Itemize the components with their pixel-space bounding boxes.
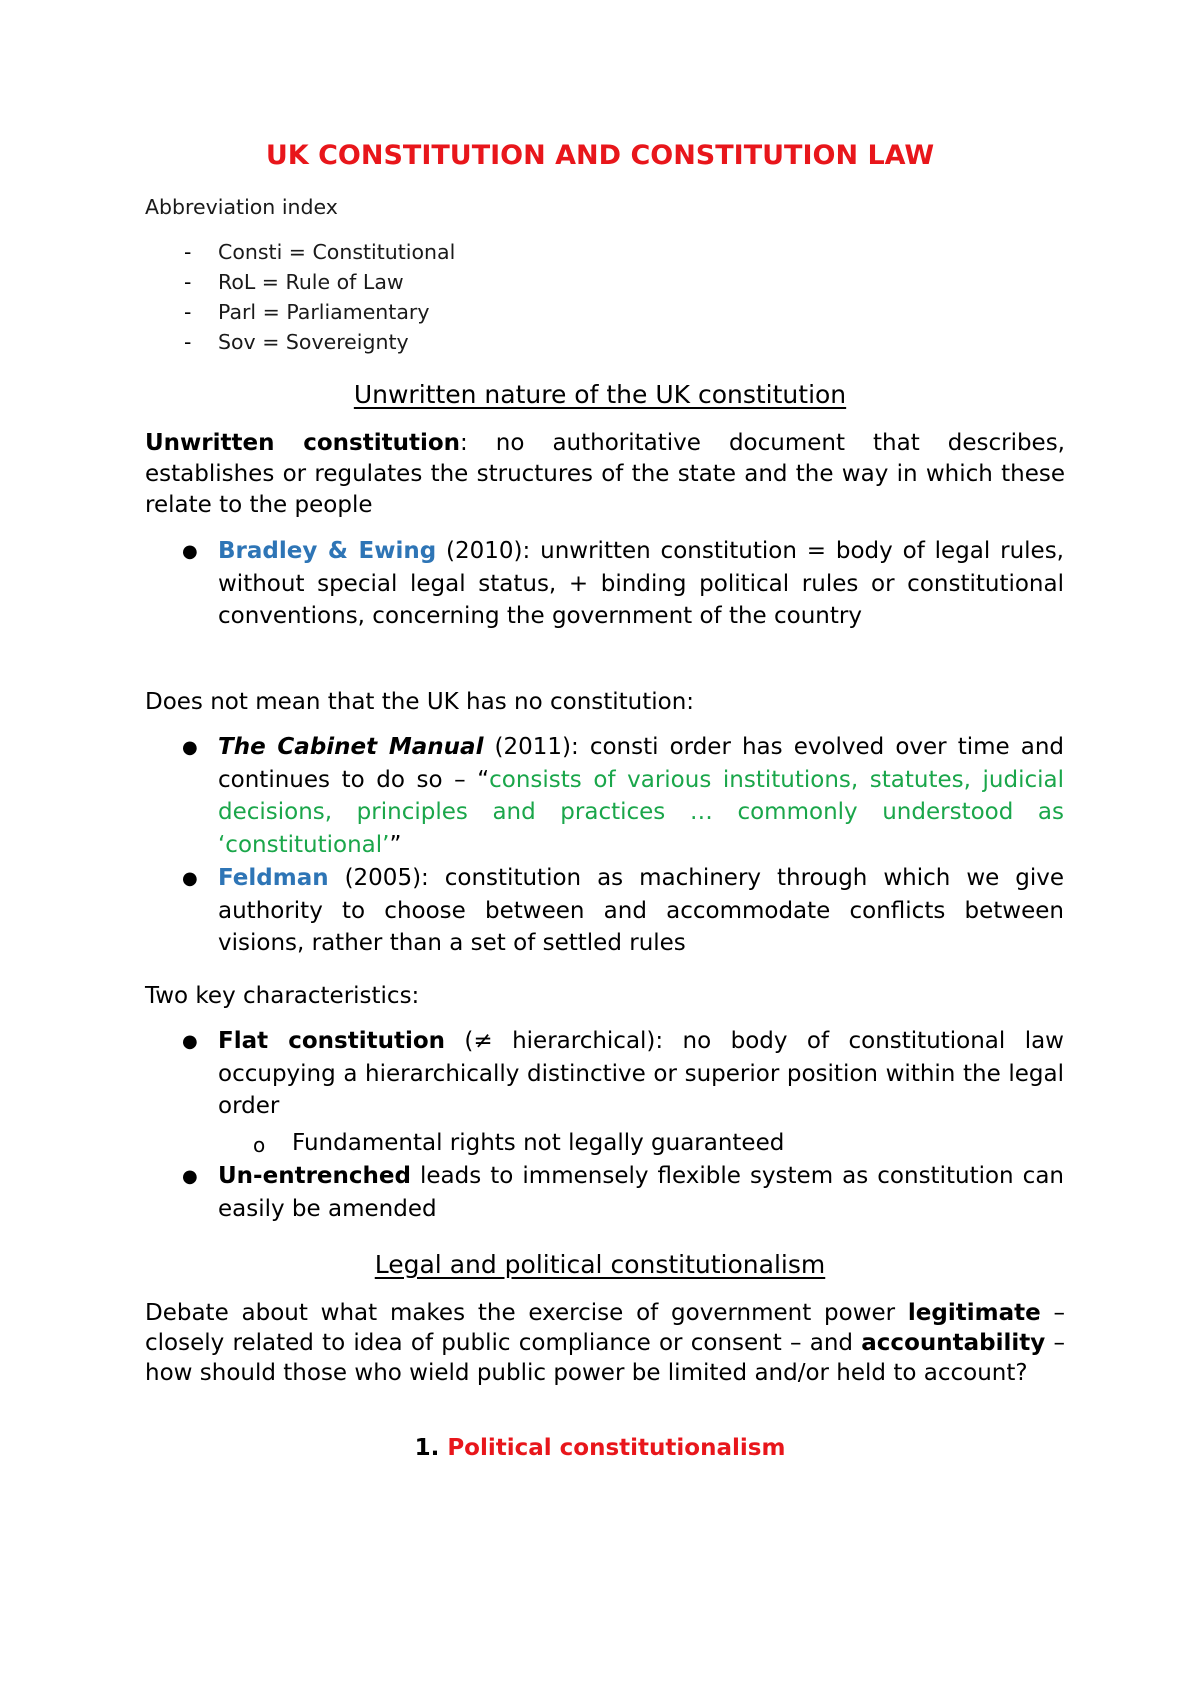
sub-item-fundamental-rights: Fundamental rights not legally guaranteed <box>292 1130 785 1156</box>
section-heading-constitutionalism: Legal and political constitutionalism <box>374 1250 826 1279</box>
author-bradley-ewing: Bradley & Ewing <box>218 538 437 564</box>
bullet-flat-constitution <box>218 1025 1064 1123</box>
political-constitutionalism-title: Political constitutionalism <box>447 1435 786 1461</box>
unentrenched-term: Un-entrenched <box>218 1163 411 1189</box>
quote-close: ” <box>389 831 402 858</box>
author-feldman: Feldman <box>218 865 329 891</box>
bullet-marker: ● <box>182 868 198 889</box>
flat-constitution-term: Flat constitution <box>218 1028 446 1054</box>
sub-bullet-marker: o <box>253 1133 266 1157</box>
bullet-marker: ● <box>182 737 198 758</box>
numbered-heading-political <box>0 1435 1200 1461</box>
dash-marker: - <box>184 300 192 324</box>
dash-marker: - <box>184 330 192 354</box>
bullet-text: leads to immensely flexible system as constitution can easily be amended <box>218 1163 1064 1222</box>
debate-paragraph <box>145 1298 1065 1388</box>
document-title: UK CONSTITUTION AND CONSTITUTION LAW <box>265 140 935 171</box>
dash-marker: - <box>184 270 192 294</box>
term-legitimate: legitimate <box>907 1300 1041 1326</box>
two-key-text: Two key characteristics: <box>145 983 420 1009</box>
abbreviation-item: Sov = Sovereignty <box>218 330 409 354</box>
bullet-marker: ● <box>182 1031 198 1052</box>
debate-text: – how should those who wield public power be limited and/or held to account? <box>145 1330 1065 1386</box>
definition-text: : no authoritative document that describes, establishes or regulates the structures of the state and the way in which these relate to the people <box>145 430 1065 518</box>
definition-term: Unwritten constitution <box>145 430 461 456</box>
dash-marker: - <box>184 240 192 264</box>
definition-paragraph <box>145 428 1065 521</box>
debate-text: – closely related to idea of public compliance or consent – and <box>145 1300 1066 1356</box>
section-heading-unwritten: Unwritten nature of the UK constitution <box>353 380 847 409</box>
bullet-marker: ● <box>182 541 198 562</box>
cabinet-manual-title: The Cabinet Manual <box>218 734 484 760</box>
bullet-text: (≠ hierarchical): no body of constitutional law occupying a hierarchically distinctive or superior position within the legal order <box>218 1028 1064 1119</box>
bullet-marker: ● <box>182 1166 198 1187</box>
bullet-text: (2011): consti order has evolved over time and continues to do so – “ <box>218 734 1065 793</box>
bullet-text: (2010): unwritten constitution = body of legal rules, without special legal status, + binding political rules or constitutional conventions, concerning the government of the country <box>218 538 1064 629</box>
term-accountability: accountability <box>861 1330 1046 1356</box>
debate-text: Debate about what makes the exercise of government power <box>145 1300 908 1326</box>
bullet-cabinet-manual <box>218 731 1064 861</box>
cabinet-manual-quote: consists of various institutions, statutes, judicial decisions, principles and practices … commonly understood as ‘constitutional’ <box>218 766 1064 858</box>
abbreviation-item: Parl = Parliamentary <box>218 300 430 324</box>
abbreviation-item: RoL = Rule of Law <box>218 270 404 294</box>
heading-number: 1. <box>414 1435 448 1461</box>
bullet-bradley-ewing <box>218 535 1064 633</box>
bullet-unentrenched <box>218 1160 1064 1225</box>
bullet-feldman <box>218 862 1064 960</box>
abbreviation-heading: Abbreviation index <box>145 195 338 219</box>
bullet-text: (2005): constitution as machinery through which we give authority to choose between and accommodate conflicts between visions, rather than a set of settled rules <box>218 865 1064 956</box>
does-not-mean-text: Does not mean that the UK has no constitution: <box>145 689 695 715</box>
abbreviation-item: Consti = Constitutional <box>218 240 456 264</box>
